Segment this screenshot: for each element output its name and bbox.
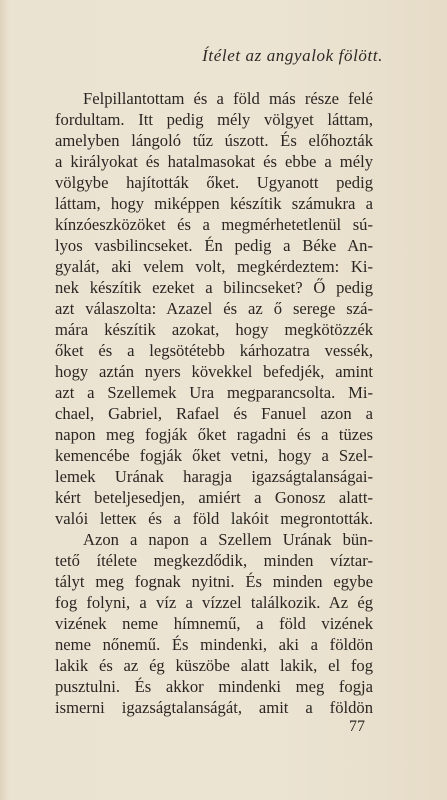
paragraph-1 — [55, 88, 373, 529]
text-line: láttam, hogy miképpen készítik számukra a — [55, 194, 373, 213]
text-line: ismerni igazságtalanságát, amit a földön — [55, 698, 373, 717]
text-line: lakik és az ég küszöbe alatt lakik, el fog — [55, 656, 373, 675]
text-line: napon meg fogják őket ragadni és a tüzes — [55, 425, 373, 444]
text-line: fog folyni, a víz a vízzel találkozik. Az ég — [55, 593, 373, 612]
text-line: völgybe hajították őket. Ugyanott pedig — [55, 173, 373, 192]
text-line: fordultam. Itt pedig mély völgyet láttam, — [55, 110, 373, 129]
text-line: kemencébe fogják őket vetni, hogy a Szel- — [55, 446, 373, 465]
text-line: gyalát, aki velem volt, megkérdeztem: Ki- — [55, 257, 373, 276]
text-line: pusztulni. És akkor mindenki meg fogja — [55, 677, 373, 696]
text-line: amelyben lángoló tűz úszott. És előhozták — [55, 131, 373, 150]
text-line: nek készítik ezeket a bilincseket? Ő pedig — [55, 278, 373, 297]
text-line: chael, Gabriel, Rafael és Fanuel azon a — [55, 404, 373, 423]
text-line: hogy aztán nyers kövekkel befedjék, amint — [55, 362, 373, 381]
text-line: őket és a legsötétebb kárhozatra vessék, — [55, 341, 373, 360]
body-text — [55, 88, 373, 718]
paragraph-2 — [55, 529, 373, 718]
text-line: azt a Szellemek Ura megparancsolta. Mi- — [55, 383, 373, 402]
text-line: kínzóeszközöket és a megmérhetetlenül sú- — [55, 215, 373, 234]
text-line: neme nőnemű. És mindenki, aki a földön — [55, 635, 373, 654]
text-line: valói letteк és a föld lakóit megrontották. — [55, 509, 373, 528]
text-line: lemek Urának haragja igazságtalanságai- — [55, 467, 373, 486]
text-line: kért beteljesedjen, amiért a Gonosz alatt- — [55, 488, 373, 507]
text-line: vizének neme hímnemű, a föld vizének — [55, 614, 373, 633]
text-line: mára készítik azokat, hogy megkötözzék — [55, 320, 373, 339]
text-line: lyos vasbilincseket. Én pedig a Béke An- — [55, 236, 373, 255]
text-line: Azon a napon a Szellem Urának bün- — [83, 530, 373, 549]
running-head: Ítélet az angyalok fölött. — [202, 46, 383, 65]
text-line: a királyokat és hatalmasokat és ebbe a mély — [55, 152, 373, 171]
text-line: Felpillantottam és a föld más része felé — [83, 89, 373, 108]
text-line: tályt meg fognak nyitni. És minden egybe — [55, 572, 373, 591]
page-number: 77 — [349, 718, 365, 735]
text-line: tető ítélete megkezdődik, minden víztar- — [55, 551, 373, 570]
text-line: azt válaszolta: Azazel és az ő serege szá- — [55, 299, 373, 318]
